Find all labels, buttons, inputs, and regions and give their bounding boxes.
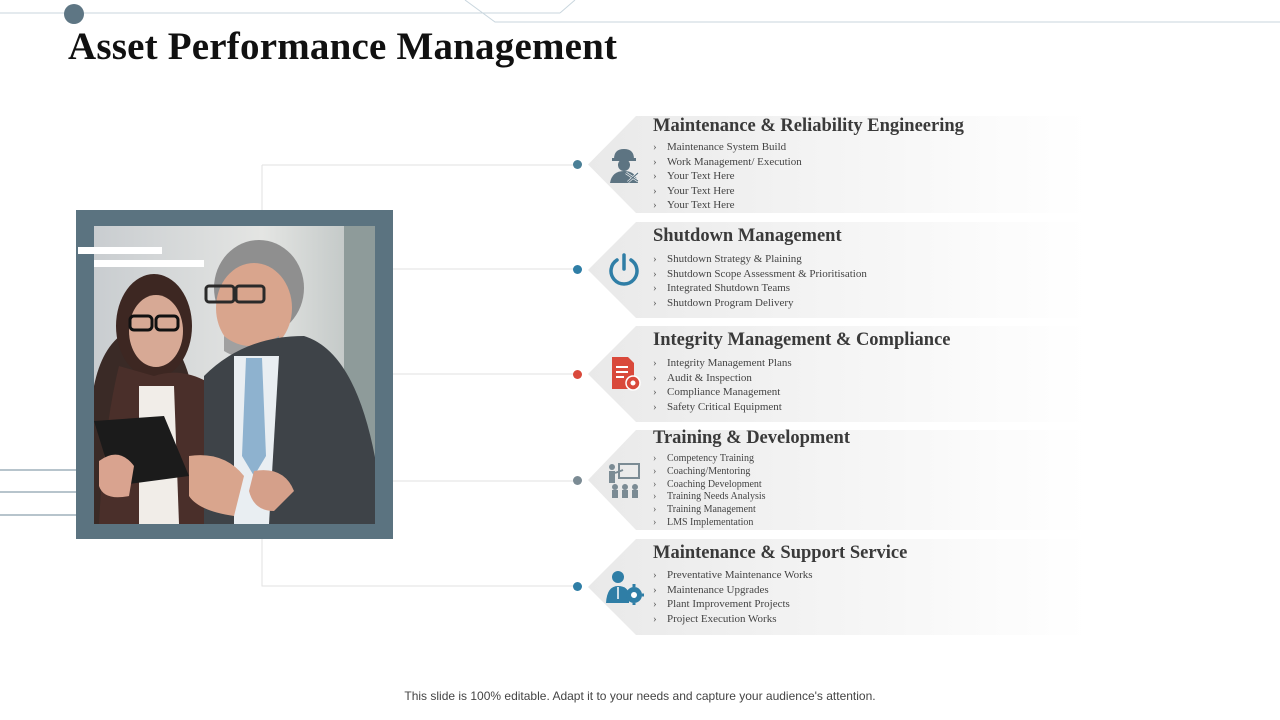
bullet: › Training Needs Analysis bbox=[653, 491, 766, 504]
connector-dot bbox=[573, 370, 582, 379]
photo-frame bbox=[76, 210, 393, 539]
bullet: › Coaching Development bbox=[653, 479, 766, 492]
bullet: › Your Text Here bbox=[653, 169, 802, 184]
item-bullets bbox=[653, 453, 766, 530]
item-bullets bbox=[653, 140, 802, 213]
bullet: › Training Management bbox=[653, 504, 766, 517]
engineer-with-tools-icon bbox=[602, 143, 646, 187]
bullet: › Maintenance Upgrades bbox=[653, 583, 813, 598]
decorative-bar bbox=[94, 260, 204, 267]
bullet: › Competency Training bbox=[653, 453, 766, 466]
business-people-photo bbox=[94, 226, 375, 524]
page-title: Asset Performance Management bbox=[68, 25, 618, 68]
item-title: Maintenance & Reliability Engineering bbox=[653, 116, 964, 136]
item-bullets bbox=[653, 252, 867, 310]
bullet: › Your Text Here bbox=[653, 198, 802, 213]
bullet: › Your Text Here bbox=[653, 184, 802, 199]
item-card-shutdown bbox=[588, 222, 1088, 318]
bullet: › Audit & Inspection bbox=[653, 371, 792, 386]
connector-dot bbox=[573, 265, 582, 274]
item-card-integrity bbox=[588, 326, 1088, 422]
item-card-maintenance-reliability bbox=[588, 116, 1088, 213]
bullet: › Compliance Management bbox=[653, 385, 792, 400]
top-left-dot bbox=[64, 4, 84, 24]
bullet: › Integrated Shutdown Teams bbox=[653, 281, 867, 296]
bullet: › Shutdown Scope Assessment & Prioritisation bbox=[653, 267, 867, 282]
connector-dot bbox=[573, 160, 582, 169]
item-card-training bbox=[588, 430, 1088, 530]
item-title: Maintenance & Support Service bbox=[653, 543, 908, 563]
bullet: › Shutdown Program Delivery bbox=[653, 296, 867, 311]
bullet: › Project Execution Works bbox=[653, 612, 813, 627]
footer-note: This slide is 100% editable. Adapt it to your needs and capture your audience's attention. bbox=[404, 689, 876, 703]
presentation-training-icon bbox=[602, 458, 646, 502]
connector-dot bbox=[573, 476, 582, 485]
connector-dot bbox=[573, 582, 582, 591]
bullet: › Shutdown Strategy & Plaining bbox=[653, 252, 867, 267]
decorative-bar bbox=[78, 247, 162, 254]
person-gear-icon bbox=[602, 565, 646, 609]
item-card-support-service bbox=[588, 539, 1088, 635]
bullet: › Maintenance System Build bbox=[653, 140, 802, 155]
item-bullets bbox=[653, 568, 813, 626]
document-gear-icon bbox=[602, 352, 646, 396]
item-title: Integrity Management & Compliance bbox=[653, 330, 951, 350]
bullet: › Plant Improvement Projects bbox=[653, 597, 813, 612]
bullet: › Safety Critical Equipment bbox=[653, 400, 792, 415]
bullet: › Work Management/ Execution bbox=[653, 155, 802, 170]
bullet: › Coaching/Mentoring bbox=[653, 466, 766, 479]
bullet: › Integrity Management Plans bbox=[653, 356, 792, 371]
bullet: › Preventative Maintenance Works bbox=[653, 568, 813, 583]
item-title: Shutdown Management bbox=[653, 226, 842, 246]
bullet: › LMS Implementation bbox=[653, 517, 766, 530]
power-button-icon bbox=[602, 248, 646, 292]
item-title: Training & Development bbox=[653, 428, 850, 448]
item-bullets bbox=[653, 356, 792, 414]
